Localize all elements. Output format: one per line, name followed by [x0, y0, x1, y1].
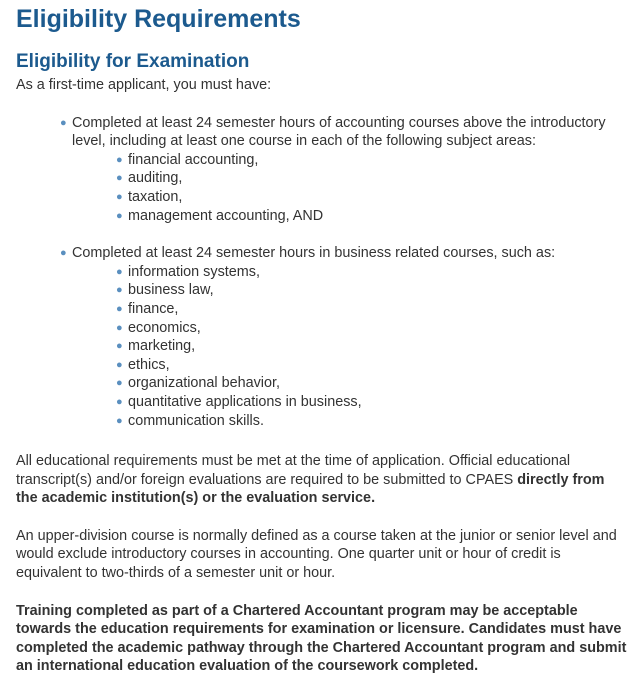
requirement-text: Completed at least 24 semester hours in business related courses, such as:	[72, 245, 556, 262]
list-item: ● financial accounting,	[116, 151, 259, 168]
list-item: ● information systems,	[116, 263, 260, 280]
requirement-accounting	[60, 114, 628, 226]
bullet-icon: ●	[116, 321, 123, 334]
bullet-icon: ●	[116, 340, 123, 353]
bullet-icon: ●	[60, 116, 67, 129]
section-title: Eligibility for Examination	[16, 51, 250, 72]
list-item: ● organizational behavior,	[116, 375, 281, 392]
bullet-icon: ●	[116, 302, 123, 315]
bullet-icon: ●	[116, 265, 123, 278]
bullet-icon: ●	[116, 172, 123, 185]
bullet-icon: ●	[116, 284, 123, 297]
requirement-business	[60, 244, 628, 430]
educational-requirements-text: All educational requirements must be met at the time of application. Official educational transcript(s) and/or foreign evaluations are required to be submitted to CPAES directly from the academic institution(s) or the evaluation service.	[16, 453, 605, 507]
bullet-icon: ●	[116, 153, 123, 166]
business-courses-list	[72, 263, 628, 430]
subject-areas-list	[72, 151, 628, 225]
upper-division-text: An upper-division course is normally defined as a course taken at the junior or senior level and would exclude introductory courses in accounting. One quarter unit or hour of credit is equivalent to two-thirds of a semester unit or hour.	[16, 527, 617, 582]
requirements-list	[16, 114, 628, 431]
intro-text: As a first-time applicant, you must have:	[16, 77, 272, 93]
educational-requirements-emphasis: directly from the academic institution(s) or the evaluation service.	[16, 471, 605, 507]
list-item: ● finance,	[116, 300, 179, 317]
bullet-icon: ●	[116, 358, 123, 371]
bullet-icon: ●	[116, 414, 123, 427]
list-item: ● communication skills.	[116, 412, 264, 429]
bullet-icon: ●	[60, 247, 67, 260]
page-title: Eligibility Requirements	[16, 5, 301, 33]
bullet-icon: ●	[116, 395, 123, 408]
list-item: ● auditing,	[116, 170, 183, 187]
requirement-text: Completed at least 24 semester hours of accounting courses above the introductory level, including at least one course in each of the following subject areas:	[72, 114, 606, 150]
list-item: ● economics,	[116, 319, 201, 336]
bullet-icon: ●	[116, 209, 123, 222]
list-item: ● taxation,	[116, 188, 183, 205]
bullet-icon: ●	[116, 377, 123, 390]
list-item: ● management accounting, AND	[116, 207, 324, 224]
list-item: ● quantitative applications in business,	[116, 393, 362, 410]
list-item: ● business law,	[116, 282, 214, 299]
bullet-icon: ●	[116, 190, 123, 203]
chartered-accountant-text: Training completed as part of a Chartered Accountant program may be acceptable towards the education requirements for examination or licensure. Candidates must have completed the academic pathway through the Chartered Accountant program and submit an international education evaluation of the coursework completed.	[16, 602, 627, 675]
list-item: ● ethics,	[116, 356, 170, 373]
list-item: ● marketing,	[116, 338, 196, 355]
